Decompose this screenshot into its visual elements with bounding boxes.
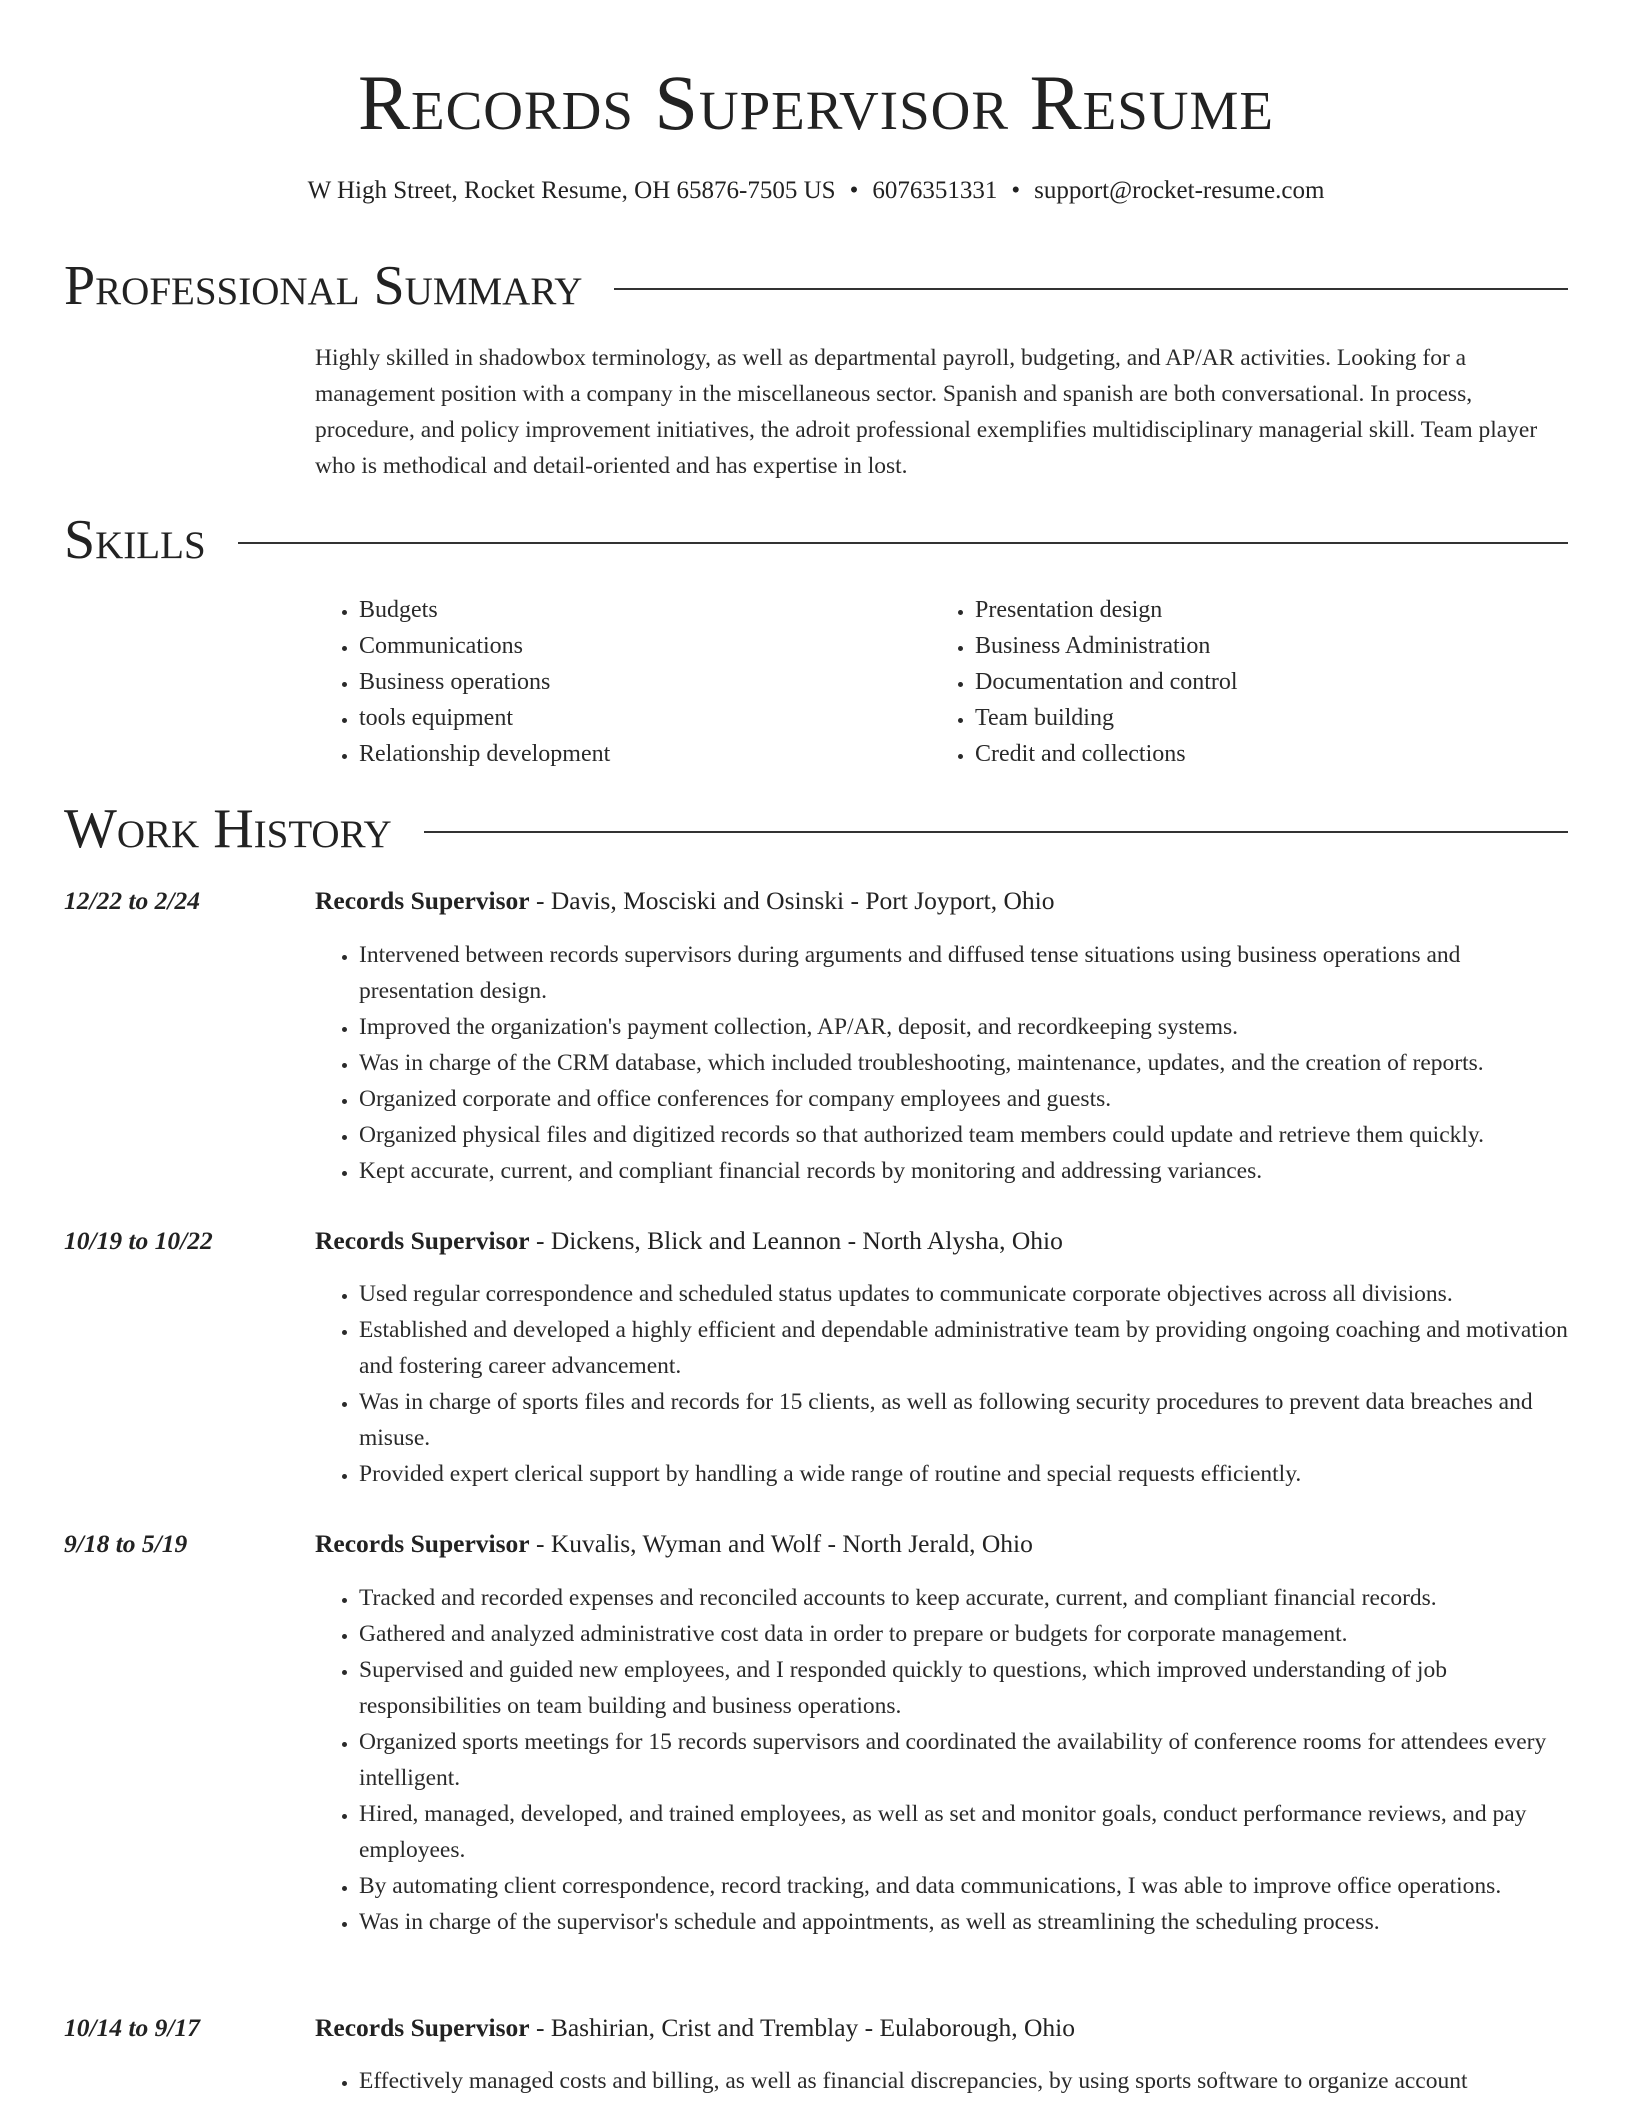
work-section-header — [64, 797, 1568, 861]
job-title: Records Supervisor — [315, 1529, 530, 1558]
job-bullet: • Improved the organization's payment collection, AP/AR, deposit, and recordkeeping systems. — [359, 1009, 1568, 1045]
job-header — [64, 883, 1568, 919]
job-bullets — [315, 1580, 1568, 1940]
contact-email: support@rocket-resume.com — [1034, 177, 1325, 204]
skill-item: • Business operations — [359, 664, 919, 700]
job-bullet: • Provided expert clerical support by handling a wide range of routine and special requests efficiently. — [359, 1456, 1568, 1492]
job-title: Records Supervisor — [315, 2013, 530, 2042]
job-bullet: • Established and developed a highly efficient and dependable administrative team by providing ongoing coaching and motivation and fostering career advancement. — [359, 1312, 1568, 1384]
job-title-line — [315, 1526, 1033, 1562]
job-dates: 9/18 to 5/19 — [64, 1529, 188, 1558]
job-title-line — [315, 1223, 1063, 1259]
skill-item: • Relationship development — [359, 736, 919, 772]
job-bullet: • Gathered and analyzed administrative cost data in order to prepare or budgets for corporate management. — [359, 1616, 1568, 1652]
job-bullet: • Organized physical files and digitized records so that authorized team members could update and retrieve them quickly. — [359, 1117, 1568, 1153]
summary-section-header — [64, 254, 1568, 318]
job-bullet: • Supervised and guided new employees, and I responded quickly to questions, which improved understanding of job responsibilities on team building and business operations. — [359, 1652, 1568, 1724]
job-header — [64, 2010, 1568, 2046]
summary-heading: Professional Summary — [64, 255, 583, 317]
job-bullet: • Intervened between records supervisors during arguments and diffused tense situations using business operations and presentation design. — [359, 937, 1568, 1009]
job-employer: - Davis, Mosciski and Osinski - Port Joyport, Ohio — [529, 886, 1055, 915]
skill-item: • Communications — [359, 628, 919, 664]
skill-item: • Team building — [975, 700, 1575, 736]
section-divider — [424, 831, 1568, 833]
skill-item: • Credit and collections — [975, 736, 1575, 772]
job-dates: 10/14 to 9/17 — [64, 2013, 201, 2042]
job-bullet: • Used regular correspondence and scheduled status updates to communicate corporate objectives across all divisions. — [359, 1276, 1568, 1312]
job-employer: - Dickens, Blick and Leannon - North Alysha, Ohio — [529, 1226, 1063, 1255]
job-header — [64, 1223, 1568, 1259]
job-dates: 10/19 to 10/22 — [64, 1226, 213, 1255]
skill-item: • Presentation design — [975, 592, 1575, 628]
job-employer: - Kuvalis, Wyman and Wolf - North Jerald, Ohio — [529, 1529, 1033, 1558]
contact-line — [0, 175, 1632, 207]
job-bullet: • Was in charge of the supervisor's schedule and appointments, as well as streamlining the scheduling process. — [359, 1904, 1568, 1940]
job-bullet: • Was in charge of the CRM database, which included troubleshooting, maintenance, updates, and the creation of reports. — [359, 1045, 1568, 1081]
skills-heading: Skills — [64, 509, 206, 571]
skills-list-right — [931, 592, 1575, 772]
skill-item: • Business Administration — [975, 628, 1575, 664]
job-bullet: • Effectively managed costs and billing, as well as financial discrepancies, by using sports software to organize account — [359, 2063, 1568, 2099]
job-bullet: • Organized sports meetings for 15 records supervisors and coordinated the availability of conference rooms for attendees every intelligent. — [359, 1724, 1568, 1796]
job-bullet: • Was in charge of sports files and records for 15 clients, as well as following security procedures to prevent data breaches and misuse. — [359, 1384, 1568, 1456]
section-divider — [614, 288, 1568, 290]
job-bullet: • Tracked and recorded expenses and reconciled accounts to keep accurate, current, and compliant financial records. — [359, 1580, 1568, 1616]
job-dates: 12/22 to 2/24 — [64, 886, 201, 915]
summary-text: Highly skilled in shadowbox terminology, as well as departmental payroll, budgeting, and AP/AR activities. Looking for a management position with a company in the miscellaneous sector. Spanish and spanish are both conversational. In process, procedure, and policy improvement initiatives, the adroit professional exemplifies multidisciplinary managerial skill. Team player who is methodical and detail-oriented and has expertise in lost. — [315, 345, 1538, 479]
skill-item: • tools equipment — [359, 700, 919, 736]
job-employer: - Bashirian, Crist and Tremblay - Eulaborough, Ohio — [529, 2013, 1075, 2042]
job-bullet: • Hired, managed, developed, and trained employees, as well as set and monitor goals, conduct performance reviews, and pay employees. — [359, 1796, 1568, 1868]
contact-phone: 6076351331 — [872, 177, 998, 204]
job-bullets — [315, 2063, 1568, 2099]
section-divider — [238, 542, 1568, 544]
job-bullets — [315, 1276, 1568, 1492]
job-bullet: • Organized corporate and office conferences for company employees and guests. — [359, 1081, 1568, 1117]
work-heading: Work History — [64, 798, 392, 860]
skills-section-header — [64, 508, 1568, 572]
resume-title: Records Supervisor Resume — [357, 59, 1275, 146]
contact-separator: • — [849, 177, 859, 204]
skill-item: • Documentation and control — [975, 664, 1575, 700]
job-bullet: • By automating client correspondence, record tracking, and data communications, I was able to improve office operations. — [359, 1868, 1568, 1904]
job-title-line — [315, 2010, 1075, 2046]
contact-separator: • — [1011, 177, 1021, 204]
job-title: Records Supervisor — [315, 1226, 530, 1255]
contact-address: W High Street, Rocket Resume, OH 65876-7505 US — [307, 177, 836, 204]
job-header — [64, 1526, 1568, 1562]
job-title-line — [315, 883, 1054, 919]
job-bullet: • Kept accurate, current, and compliant financial records by monitoring and addressing variances. — [359, 1153, 1568, 1189]
job-title: Records Supervisor — [315, 886, 530, 915]
skills-list-left — [315, 592, 919, 772]
job-bullets — [315, 937, 1568, 1189]
skill-item: • Budgets — [359, 592, 919, 628]
